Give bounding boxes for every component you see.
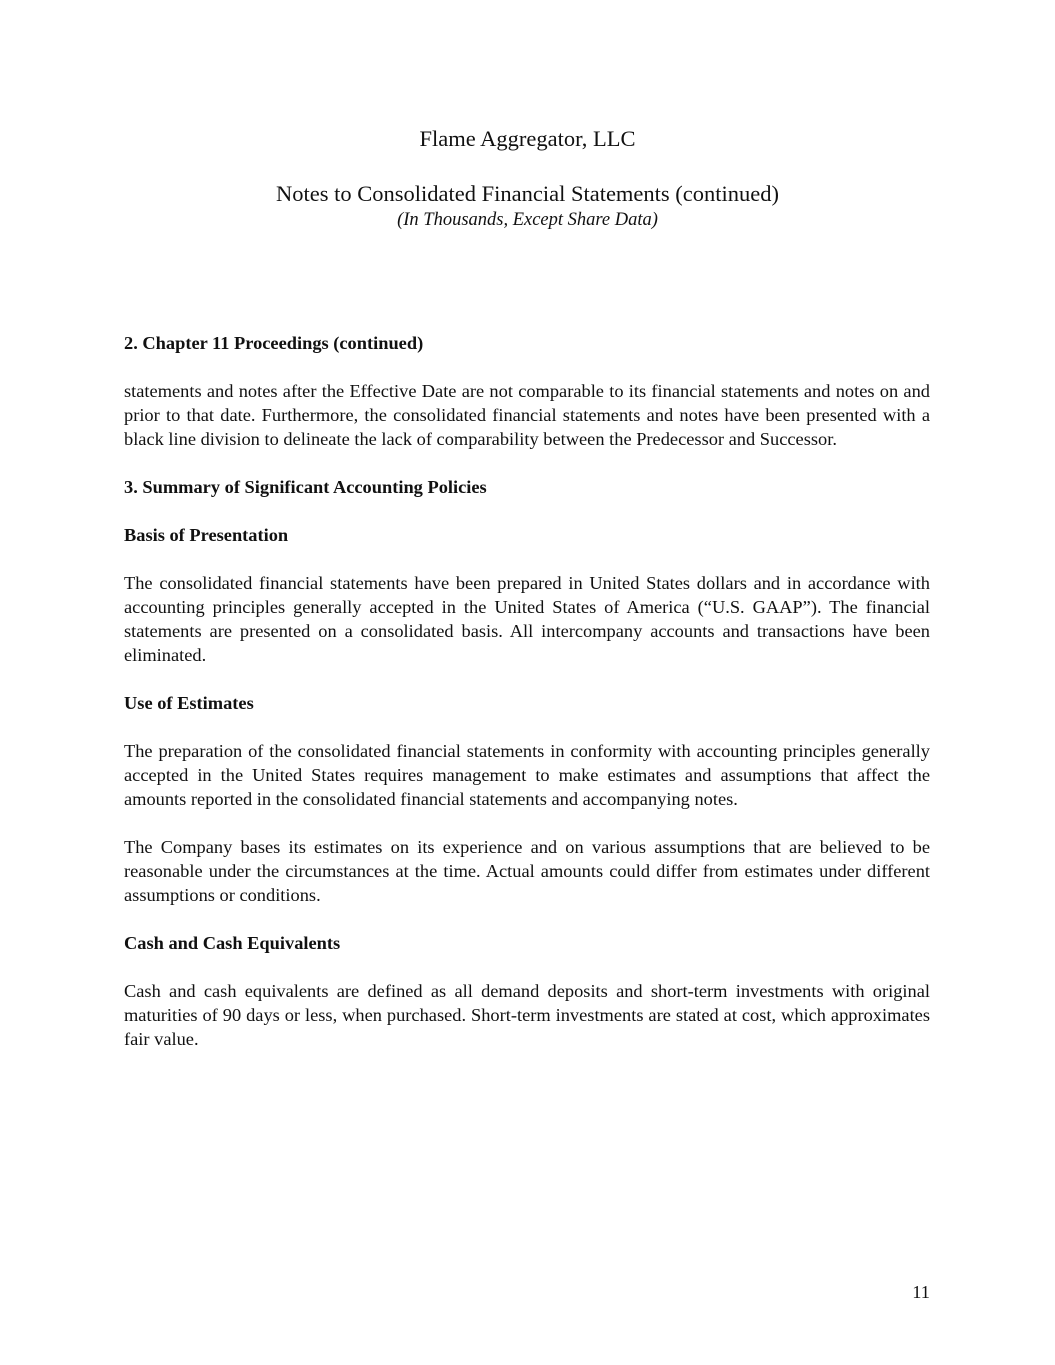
subheading-basis-of-presentation: Basis of Presentation [124,525,289,545]
document-subtitle: (In Thousands, Except Share Data) [397,210,658,230]
paragraph-basis-of-presentation: The consolidated financial statements have been prepared in United States dollars and in accordance with accounting principles generally accepted in the United States of America (“U.S. GAAP”). The financial statements are presented on a consolidated basis. All intercompany accounts and transactions have been eliminated. [124,573,930,665]
page-number: 11 [912,1282,930,1302]
subheading-cash-equivalents: Cash and Cash Equivalents [124,933,341,953]
document-body [124,331,930,1051]
company-name: Flame Aggregator, LLC [419,126,636,151]
subheading-use-of-estimates: Use of Estimates [124,693,254,713]
document-title: Notes to Consolidated Financial Statements (continued) [275,181,780,206]
paragraph-use-of-estimates-1: The preparation of the consolidated financial statements in conformity with accounting principles generally accepted in the United States requires management to make estimates and assumptions that affect the amounts reported in the consolidated financial statements and accompanying notes. [124,741,930,809]
section-heading-accounting-policies: 3. Summary of Significant Accounting Policies [124,477,487,497]
section-heading-chapter-11: 2. Chapter 11 Proceedings (continued) [124,333,424,353]
paragraph-use-of-estimates-2: The Company bases its estimates on its experience and on various assumptions that are believed to be reasonable under the circumstances at the time. Actual amounts could differ from estimates under different assumptions or conditions. [124,837,930,905]
paragraph-chapter-11: statements and notes after the Effective Date are not comparable to its financial statements and notes on and prior to that date. Furthermore, the consolidated financial statements and notes have been presented with a black line division to delineate the lack of comparability between the Predecessor and Successor. [124,381,930,449]
paragraph-cash-equivalents: Cash and cash equivalents are defined as all demand deposits and short-term investments with original maturities of 90 days or less, when purchased. Short-term investments are stated at cost, which approximates fair value. [124,981,930,1049]
